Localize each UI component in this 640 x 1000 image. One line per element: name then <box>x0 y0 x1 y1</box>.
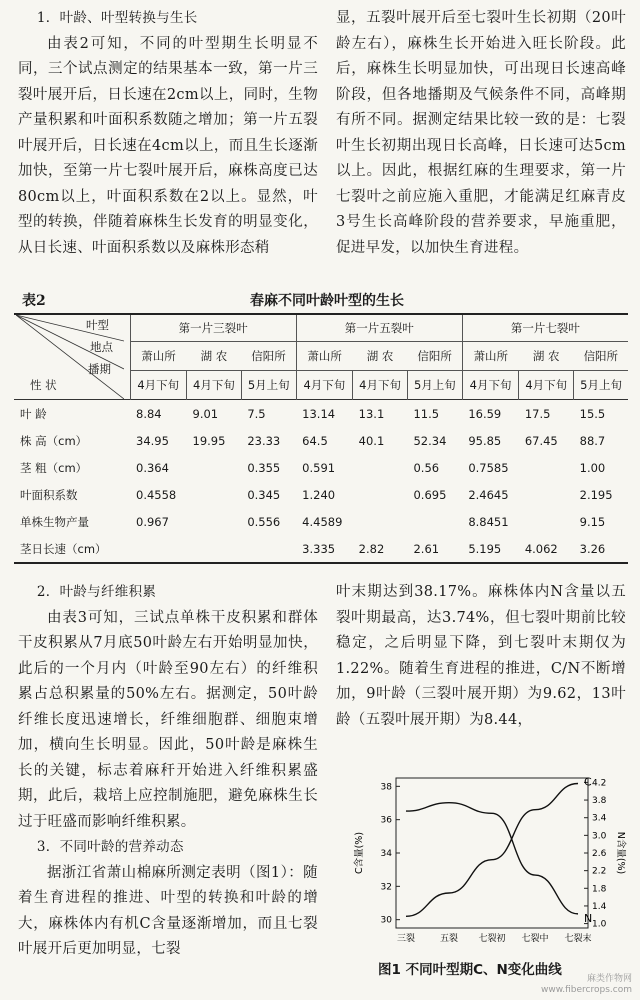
table-cell: 8.84 <box>136 406 162 421</box>
table-cell <box>353 481 408 508</box>
table-cell: 34.95 <box>136 433 169 448</box>
x-tick-label: 七裂初 <box>478 934 506 944</box>
date-header: 4月下旬 <box>519 371 574 400</box>
site-header: 信阳所 <box>583 349 619 363</box>
table-cell: 0.345 <box>247 487 281 502</box>
table-cell <box>187 535 242 563</box>
table-cell: 0.355 <box>247 460 281 475</box>
site-header: 湖 农 <box>200 349 228 363</box>
table-cell: 17.5 <box>524 406 551 421</box>
table-cell <box>130 535 187 563</box>
table-cell: 0.695 <box>413 487 447 502</box>
x-tick-label: 七裂末 <box>564 934 592 944</box>
table-cell: 23.33 <box>247 433 281 448</box>
watermark-line: www.fibercrops.com <box>541 985 632 995</box>
table-row <box>14 481 628 508</box>
paragraph: 叶末期达到38.17%。麻株体内N含量以五裂叶期最高，达3.74%，但七裂叶期前比较稳定，之后明显下降，到七裂叶末期仅为1.22%。随着生育进程的推进，C/N不断增加，9叶龄（三裂叶展开期）为9.62，13叶龄（五裂叶展开期）为8.44， <box>336 584 626 728</box>
table-cell: 2.82 <box>358 541 385 556</box>
table-cell: 2.4645 <box>468 487 509 502</box>
table-cell: 64.5 <box>302 433 328 448</box>
table-cell: 9.01 <box>192 406 219 421</box>
table-cell: 13.1 <box>358 406 385 421</box>
row-label: 茎日长速（cm） <box>20 541 107 556</box>
tick-label-right: 1.8 <box>592 884 607 895</box>
table-cell: 0.7585 <box>468 460 509 475</box>
plot-frame <box>396 778 588 928</box>
table-cell: 88.7 <box>579 433 606 448</box>
data-table <box>14 313 628 564</box>
row-label: 单株生物产量 <box>20 514 89 529</box>
table-cell: 0.967 <box>136 514 169 529</box>
date-header: 4月下旬 <box>187 371 242 400</box>
paragraph: 显，五裂叶展开后至七裂叶生长初期（20叶龄左右），麻株生长开始进入旺长阶段。此后，麻株生长明显加快，可出现日长速高峰阶段，但各地播期及气候条件不同，高峰期有所不同。据测定结果比较一致的是：七裂叶生长初期出现日长高峰，日长速可达5cm以上。因此，根据红麻的生理要求，第一片七裂叶之前应施入重肥，才能满足红麻青皮3号生长高峰阶段的营养要求，早施重肥，促进早发，以加快生育进程。 <box>336 10 626 256</box>
tick-label-right: 4.2 <box>592 778 607 789</box>
watermark-line: 麻类作物网 <box>586 974 632 984</box>
x-tick-label: 三裂 <box>396 934 416 944</box>
y-axis-label-right: N含量(%) <box>615 831 626 875</box>
section-heading-1: 1．叶龄、叶型转换与生长 <box>36 10 198 26</box>
group-header: 第一片三裂叶 <box>130 314 296 342</box>
table-cell <box>519 481 574 508</box>
site-header: 萧山所 <box>130 342 187 371</box>
table-cell: 8.8451 <box>468 514 509 529</box>
table-cell: 5.195 <box>468 541 502 556</box>
text-column-top-left <box>18 6 318 261</box>
table-cell: 0.556 <box>247 514 281 529</box>
table-row <box>14 400 628 428</box>
table-cell <box>187 508 242 535</box>
site-header: 萧山所 <box>462 342 519 371</box>
table-cell: 1.240 <box>302 487 336 502</box>
table-cell <box>519 508 574 535</box>
text-column-bottom-left <box>18 580 318 963</box>
table-cell: 0.591 <box>302 460 336 475</box>
table-cell <box>353 508 408 535</box>
table-cell: 15.5 <box>579 406 606 421</box>
table-cell <box>519 454 574 481</box>
table-cell: 0.364 <box>136 460 169 475</box>
date-header: 4月下旬 <box>130 371 187 400</box>
watermark <box>541 974 632 996</box>
section-heading-3: 3．不同叶龄的营养动态 <box>36 839 184 855</box>
date-header: 4月下旬 <box>353 371 408 400</box>
table-title: 春麻不同叶龄叶型的生长 <box>250 293 404 309</box>
series-label-C: C <box>584 775 592 789</box>
table-cell: 0.4558 <box>136 487 177 502</box>
site-header: 信阳所 <box>417 349 452 363</box>
date-header: 5月上旬 <box>241 371 296 400</box>
corner-label-xingzhuang: 性 状 <box>30 378 57 392</box>
line-chart <box>346 760 628 960</box>
table-cell: 4.062 <box>524 541 558 556</box>
figure-caption: 图1 不同叶型期C、N变化曲线 <box>378 962 562 978</box>
text-column-bottom-right <box>336 580 626 733</box>
y-axis-label-left: C含量(%) <box>354 831 365 875</box>
table-cell <box>353 454 408 481</box>
table-cell: 95.85 <box>468 433 502 448</box>
table-cell: 52.34 <box>413 433 447 448</box>
tick-label-right: 2.6 <box>592 849 607 859</box>
group-header: 第一片七裂叶 <box>462 314 628 342</box>
site-header: 湖 农 <box>366 349 394 363</box>
tick-label-right: 3.0 <box>592 831 607 842</box>
corner-label-didian: 地点 <box>90 340 113 354</box>
table-cell: 11.5 <box>413 406 440 421</box>
section-heading-2: 2．叶龄与纤维积累 <box>36 584 157 600</box>
table-cell: 9.15 <box>579 514 606 529</box>
table-cell <box>187 481 242 508</box>
tick-label-right: 1.4 <box>592 901 607 912</box>
tick-label-left: 32 <box>380 882 392 893</box>
table-cell: 67.45 <box>524 433 558 448</box>
corner-label-yexing: 叶型 <box>86 318 109 332</box>
x-tick-label: 七裂中 <box>521 934 549 944</box>
series-line-N <box>406 803 578 914</box>
table-cell: 3.26 <box>579 541 606 556</box>
x-tick-label: 五裂 <box>439 934 459 944</box>
table-row <box>14 535 628 563</box>
tick-label-left: 38 <box>380 782 392 793</box>
site-header: 萧山所 <box>296 342 353 371</box>
date-header: 5月上旬 <box>407 371 462 400</box>
date-header: 5月上旬 <box>574 371 628 400</box>
table-cell <box>241 535 296 563</box>
paragraph: 由表3可知，三试点单株干皮积累和群体干皮积累从7月底50叶龄左右开始明显加快，此后的一个月内（叶龄至90左右）的纤维积累占总积累量的50%左右。据测定，50叶龄纤维长度迅速增长，纤维细胞群、细胞束增加，横向生长明显。因此，50叶龄是麻株生长的关键，标志着麻秆开始进入纤维积累盛期，此后，栽培上应控制施肥，避免麻株生长过于旺盛而影响纤维积累。 <box>18 609 318 830</box>
table-cell: 1.00 <box>579 460 606 475</box>
group-header: 第一片五裂叶 <box>296 314 462 342</box>
table-row <box>14 454 628 481</box>
series-line-C <box>406 784 578 917</box>
table-cell: 2.195 <box>579 487 613 502</box>
row-label: 叶 龄 <box>20 406 47 421</box>
tick-label-left: 30 <box>380 915 392 926</box>
date-header: 4月下旬 <box>462 371 519 400</box>
table-number: 表2 <box>22 293 46 309</box>
table-row <box>14 427 628 454</box>
tick-label-right: 2.2 <box>592 866 607 877</box>
text-column-top-right <box>336 6 626 261</box>
paragraph: 据浙江省萧山棉麻所测定表明（图1）：随着生育进程的推进、叶型的转换和叶龄的增大，麻株体内有机C含量逐渐增加，而且七裂叶展开后更加明显，七裂 <box>18 864 318 957</box>
tick-label-left: 34 <box>380 849 392 859</box>
table-corner-cell <box>14 314 130 400</box>
tick-label-right: 3.4 <box>592 813 607 824</box>
table-cell: 3.335 <box>302 541 336 556</box>
table-cell: 7.5 <box>247 406 266 421</box>
tick-label-left: 36 <box>380 815 392 826</box>
paragraph: 由表2可知，不同的叶型期生长明显不同，三个试点测定的结果基本一致，第一片三裂叶展开后，日长速在2cm以上，同时，生物产量积累和叶面积系数随之增加；第一片五裂叶展开后，日长速在4cm以上，而且生长逐渐加快，至第一片七裂叶展开后，麻株高度已达80cm以上，叶面积系数在2以上。显然，叶型的转换，伴随着麻株生长发育的明显变化，从日长速、叶面积系数以及麻株形态稍 <box>18 35 318 256</box>
table-row <box>14 508 628 535</box>
row-label: 株 高（cm） <box>20 433 88 448</box>
date-header: 4月下旬 <box>296 371 353 400</box>
table-cell <box>407 508 462 535</box>
table-cell: 0.56 <box>413 460 440 475</box>
table-cell: 40.1 <box>358 433 385 448</box>
site-header: 信阳所 <box>251 349 286 363</box>
row-label: 叶面积系数 <box>20 487 78 502</box>
series-label-N: N <box>584 911 593 925</box>
site-header: 湖 农 <box>532 349 560 363</box>
table-cell: 16.59 <box>468 406 502 421</box>
table-cell: 19.95 <box>192 433 226 448</box>
table-cell: 2.61 <box>413 541 440 556</box>
tick-label-right: 3.8 <box>592 796 607 807</box>
table-cell: 13.14 <box>302 406 336 421</box>
table-cell <box>187 454 242 481</box>
row-label: 茎 粗（cm） <box>20 460 88 475</box>
corner-label-boqi: 播期 <box>88 362 111 376</box>
table-cell: 4.4589 <box>302 514 343 529</box>
tick-label-right: 1.0 <box>592 919 607 930</box>
